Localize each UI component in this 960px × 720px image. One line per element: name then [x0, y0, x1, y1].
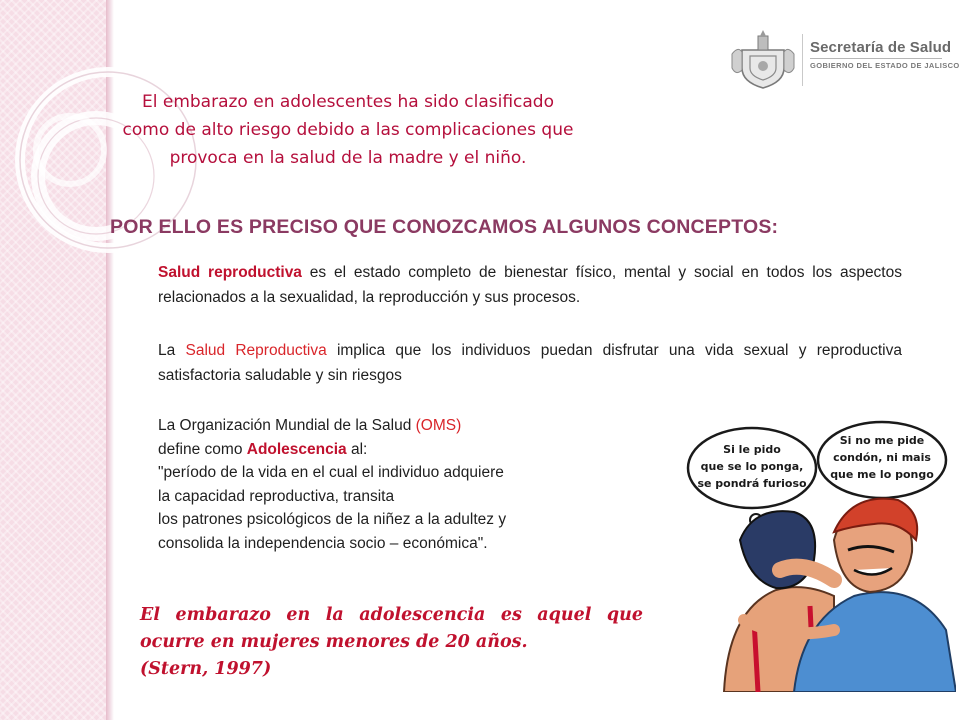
- oms-definition: [158, 414, 648, 555]
- logo-separator: [802, 34, 803, 86]
- oms-line-1: [158, 414, 648, 438]
- oms-suffix: al:: [346, 440, 368, 458]
- intro-paragraph: El embarazo en adolescentes ha sido clasificado como de alto riesgo debido a las complicaciones que provoca en la salud de la madre y el niño.: [122, 92, 574, 168]
- implication-text: implica que los individuos puedan disfrutar una vida sexual y reproductiva satisfactoria saludable y sin riesgos: [158, 342, 902, 384]
- bubble-left-line: Si le pido: [723, 443, 781, 456]
- citation-block: [140, 602, 643, 683]
- logo-underline: [810, 58, 942, 59]
- salud-reproductiva-definition: [158, 260, 902, 310]
- term-salud-reproductiva-2: Salud Reproductiva: [185, 342, 327, 359]
- definition-text: es el estado completo de bienestar físico, mental y social en todos los aspectos relacionados a la sexualidad, la reproducción y sus procesos.: [158, 264, 902, 306]
- citation-text: El embarazo en la adolescencia es aquel que ocurre en mujeres menores de 20 años.: [140, 605, 643, 652]
- bubble-right-line: Si no me pide: [839, 434, 925, 447]
- logo-subtitle: GOBIERNO DEL ESTADO DE JALISCO: [810, 61, 960, 70]
- jalisco-coat-of-arms-icon: [728, 28, 798, 92]
- bubble-left-line: se pondrá furioso: [697, 477, 807, 490]
- implication-prefix: La: [158, 342, 186, 359]
- term-salud-reproductiva: Salud reproductiva: [158, 264, 302, 281]
- left-decorative-band: [0, 0, 108, 720]
- oms-quote-line: consolida la independencia socio – económica".: [158, 534, 488, 552]
- bubble-left-line: que se lo ponga,: [700, 460, 804, 473]
- oms-quote-line: los patrones psicológicos de la niñez a la adultez y: [158, 511, 507, 528]
- bubble-right-line: que me lo pongo: [830, 468, 934, 481]
- logo-title: Secretaría de Salud: [810, 39, 952, 56]
- oms-abbreviation: (OMS): [415, 417, 462, 434]
- bubble-right-line: condón, ni mais: [833, 451, 931, 464]
- term-adolescencia: Adolescencia: [246, 440, 347, 458]
- salud-reproductiva-implication: [158, 338, 902, 388]
- oms-define-text: define como: [158, 440, 247, 458]
- oms-quote-line: la capacidad reproductiva, transita: [158, 487, 395, 505]
- couple-cartoon-illustration: [684, 420, 956, 692]
- oms-org-name: La Organización Mundial de la Salud: [158, 417, 416, 434]
- section-heading: POR ELLO ES PRECISO QUE CONOZCAMOS ALGUNOS CONCEPTOS:: [110, 216, 779, 238]
- oms-line-2: [158, 438, 648, 462]
- band-edge-shadow: [106, 0, 114, 720]
- oms-quote-line: "período de la vida en el cual el individuo adquiere: [158, 464, 504, 481]
- secretaria-salud-logo: [728, 28, 960, 96]
- citation-source: (Stern, 1997): [140, 659, 272, 679]
